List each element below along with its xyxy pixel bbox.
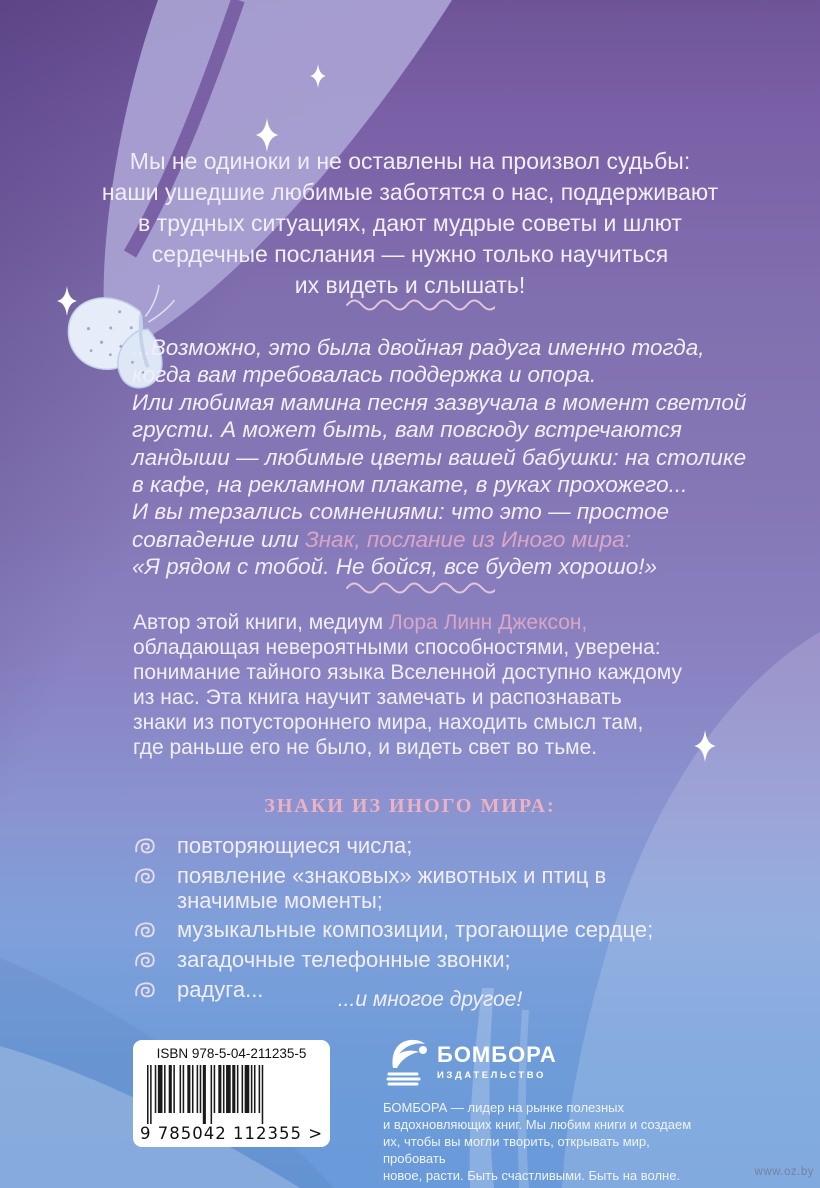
list-item [133,863,693,913]
publisher-subtitle: ИЗДАТЕЛЬСТВО [437,1070,546,1081]
quote-paragraph: ...Возможно, это была двойная радуга именно тогда, когда вам требовалась поддержка и опора. Или любимая мамина песня зазвучала в момент светлой грусти. А может быть, вам повсюду встречаются ландыши — любимые цветы вашей бабушки: на столике в кафе, на рекламном плакате, в руках прохожего... И вы терзались сомнениями: что это — простое совпадение или Знак, послание из Иного мира: «Я рядом с тобой. Не бойся, все будет хорошо!» [132,335,747,580]
list-item-label: музыкальные композиции, трогающие сердце; [177,917,654,942]
publisher-name-block [437,1038,557,1081]
signs-heading: ЗНАКИ ИЗ ИНОГО МИРА: [264,795,556,817]
outro-text: ...и многое другое! [337,988,523,1011]
publisher-description: БОМБОРА — лидер на рынке полезных и вдохновляющих книг. Мы любим книги и создаем их, чтобы вы могли творить, открывать мир, пробовать новое, расти. Быть счастливыми. Быть на волне. [383,1100,692,1183]
sparkle-icon [309,64,327,88]
isbn-label: ISBN 978-5-04-211235-5 [156,1046,307,1061]
wavy-divider-icon [345,297,495,311]
list-item [133,833,693,859]
list-item [133,947,693,973]
barcode-panel [133,1040,330,1147]
spiral-bullet-icon [133,949,157,973]
list-item-label: появление «знаковых» животных и птиц в значимые моменты; [177,863,607,913]
spiral-bullet-icon [133,919,157,943]
watermark-text: www.oz.by [754,1166,814,1178]
list-item-label: загадочные телефонные звонки; [177,947,511,972]
wavy-divider-icon [345,580,495,594]
signs-list [133,833,693,1007]
publisher-name: БОМБОРА [437,1042,557,1067]
spiral-bullet-icon [133,865,157,889]
spiral-bullet-icon [133,835,157,859]
barcode-digits: 9 785042 112355 > [139,1124,324,1143]
barcode [144,1065,319,1125]
intro-paragraph: Мы не одиноки и не оставлены на произвол судьбы: наши ушедшие любимые заботятся о нас, поддерживают в трудных ситуациях, дают мудрые советы и шлют сердечные послания — нужно только научиться их видеть и слышать! [101,148,719,298]
diver-icon [383,1038,429,1090]
publisher-block [383,1038,713,1184]
list-item-label: радуга... [177,977,264,1002]
list-item-label: повторяющиеся числа; [177,833,413,858]
publisher-logo [383,1038,713,1090]
author-paragraph: Автор этой книги, медиум Лора Линн Джексон, обладающая невероятными способностями, уверена: понимание тайного языка Вселенной доступно каждому из нас. Эта книга научит замечать и распознавать знаки из потустороннего мира, находить смысл там, где раньше его не было, и видеть свет во тьме. [133,611,682,759]
list-item [133,917,693,943]
